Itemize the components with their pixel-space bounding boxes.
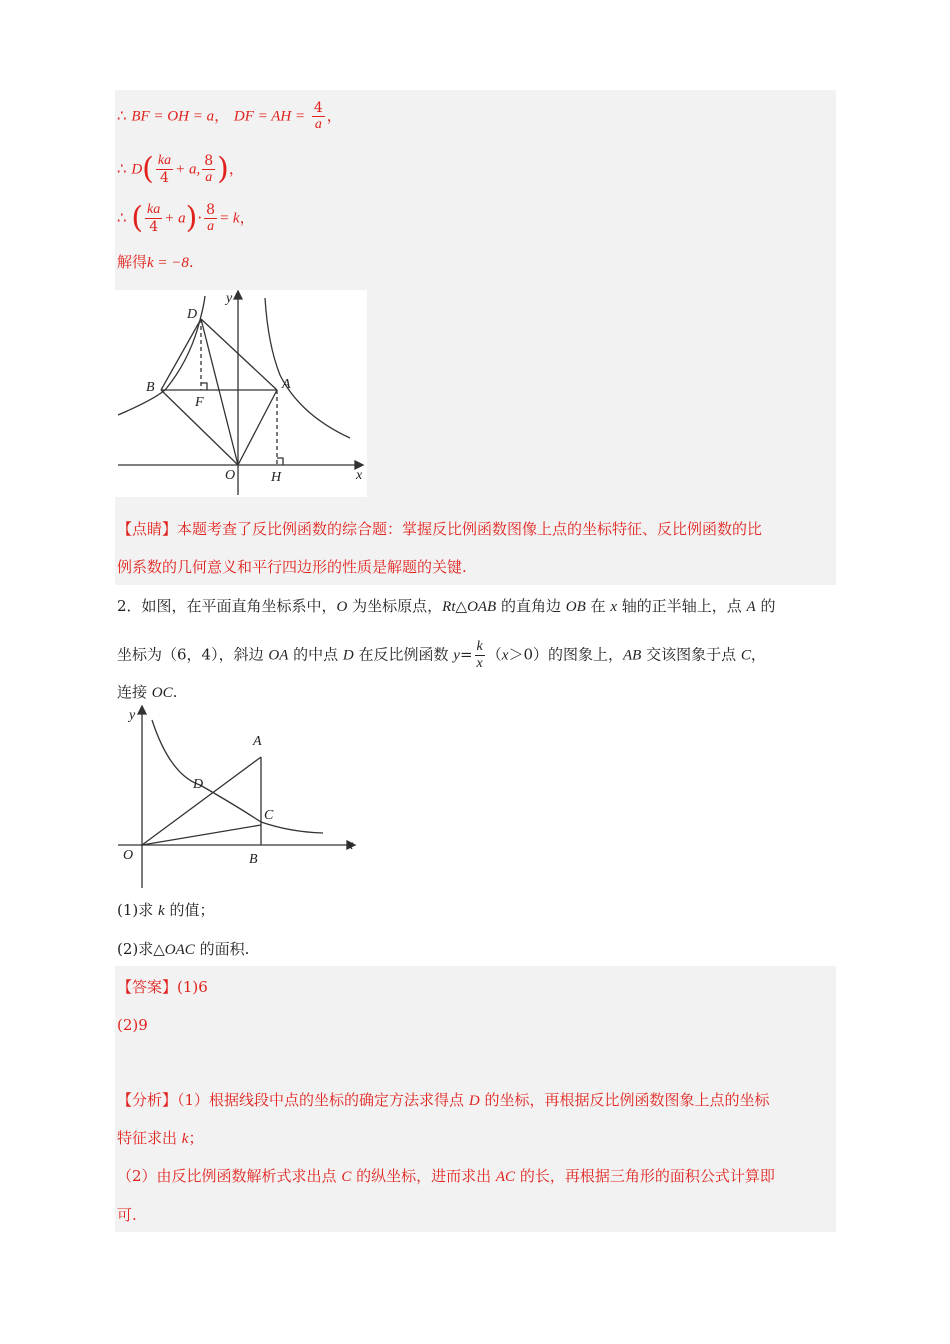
numerator: ka — [157, 153, 172, 168]
var-k: k — [181, 1131, 189, 1147]
y-axis-arrow — [138, 706, 146, 714]
numerator: 8 — [204, 153, 214, 169]
hyperbola — [152, 720, 323, 833]
point-c: C — [740, 647, 751, 664]
comma: ， — [326, 106, 342, 125]
point-a: A — [746, 599, 756, 615]
analysis-line-4 — [117, 1205, 137, 1225]
text: 的长，再根据三角形的面积公式计算即 — [515, 1167, 775, 1185]
problem2-line-3 — [117, 682, 177, 703]
segment-bd — [161, 319, 201, 390]
label-h: H — [271, 470, 282, 485]
text: （ — [486, 645, 502, 664]
text: 连接 — [117, 683, 152, 701]
var-x: x — [610, 599, 617, 615]
text: . — [172, 683, 178, 701]
text: ＞0）的图象上， — [508, 645, 623, 664]
analysis-line-3 — [117, 1166, 775, 1187]
text: 的坐标，再根据反比例函数图象上点的坐标 — [479, 1091, 770, 1109]
segment-ac: AC — [495, 1169, 516, 1185]
answer-2: (2)9 — [117, 1016, 148, 1034]
segment-oa — [142, 757, 261, 845]
segment-ao — [238, 390, 277, 465]
segment-do — [201, 319, 238, 465]
separator: ， — [214, 106, 230, 125]
denominator: a — [207, 219, 215, 234]
solution-line-4 — [117, 252, 194, 273]
label-a: A — [282, 377, 291, 392]
denominator: a — [314, 117, 322, 132]
equation-df: DF = AH = — [233, 108, 306, 125]
comma: ， — [239, 208, 255, 227]
comment-text-1: 本题考查了反比例函数的综合题：掌握反比例函数图像上点的坐标特征、反比例函数的比 — [177, 520, 763, 538]
point-c: C — [341, 1169, 352, 1185]
denominator: 4 — [160, 170, 169, 186]
label-a: A — [253, 734, 262, 749]
text: 轴的正半轴上，点 — [617, 597, 747, 615]
text: (2)求 — [117, 940, 154, 958]
text: ， — [750, 645, 766, 664]
left-paren: ( — [142, 151, 154, 187]
comment-line-2 — [117, 557, 467, 577]
label-y: y — [226, 291, 233, 306]
text: 在反比例函数 — [353, 645, 454, 664]
figure-2 — [115, 705, 360, 890]
question-2 — [117, 939, 249, 960]
solution-line-2 — [117, 153, 244, 186]
segment-ob: OB — [565, 599, 586, 615]
right-paren: ) — [185, 200, 198, 236]
text: 坐标为（6，4），斜边 — [117, 645, 269, 664]
segment-ab: AB — [623, 647, 642, 664]
analysis-line-1 — [117, 1090, 769, 1111]
equals-k: = k — [219, 210, 240, 227]
text: (1)求 — [117, 901, 159, 919]
point-o: O — [336, 599, 348, 615]
equation-bf: BF = OH = a — [131, 108, 215, 125]
label-b: B — [249, 852, 258, 867]
answer-tag: 【答案】 — [117, 978, 178, 996]
fraction-8-over-a — [202, 153, 215, 186]
comment-tag: 【点睛】 — [117, 520, 178, 538]
label-y: y — [129, 708, 136, 723]
answer-1: (1)6 — [177, 978, 208, 996]
point-d: D — [131, 161, 143, 178]
label-f: F — [195, 395, 204, 410]
fraction-k-over-x — [475, 639, 485, 672]
segment-oc — [142, 825, 261, 845]
figure-1 — [115, 290, 367, 497]
dot-operator: · — [197, 208, 203, 227]
right-paren: ) — [217, 151, 229, 187]
text: 的 — [755, 597, 776, 615]
fraction-4-over-a — [312, 100, 325, 133]
var-k: k — [158, 903, 165, 919]
text: 在 — [585, 597, 611, 615]
numerator: 4 — [313, 100, 323, 116]
figure-2-svg — [115, 705, 360, 890]
solution-line-1 — [117, 100, 342, 133]
analysis-line-2 — [117, 1128, 203, 1149]
text: 的纵坐标，进而求出 — [351, 1167, 496, 1185]
triangle-oab: OAB — [467, 599, 497, 615]
text: 的值； — [164, 901, 215, 919]
result-k: k = −8 — [147, 255, 189, 271]
therefore-symbol: ∴ — [117, 106, 127, 125]
label-b: B — [146, 380, 155, 395]
problem2-line-2 — [117, 639, 766, 672]
curve-right — [265, 298, 350, 438]
label-x: x — [356, 468, 363, 483]
period: . — [188, 253, 194, 271]
segment-oa: OA — [268, 647, 289, 664]
label-c: C — [264, 808, 274, 823]
therefore-symbol: ∴ — [117, 208, 127, 227]
text: 交该图象于点 — [641, 645, 741, 664]
numerator: 8 — [206, 202, 216, 218]
answer-line-1 — [117, 977, 208, 997]
numerator: k — [476, 639, 483, 654]
text: 可. — [117, 1206, 137, 1224]
var-x: x — [501, 647, 509, 664]
segment-oc: OC — [151, 685, 173, 701]
text: 2．如图，在平面直角坐标系中， — [117, 597, 337, 615]
analysis-tag: 【分析】 — [117, 1091, 178, 1109]
denominator: a — [205, 170, 213, 185]
right-angle-h — [277, 458, 283, 465]
var-y: y — [453, 647, 460, 664]
plus-a: + a — [164, 210, 186, 227]
text: 的中点 — [288, 645, 343, 664]
comment-line-1 — [117, 519, 762, 539]
rt: Rt — [442, 599, 456, 615]
problem2-line-1 — [117, 596, 776, 617]
solve-text: 解得 — [117, 253, 148, 271]
fraction-ka-over-4 — [145, 202, 162, 235]
label-o: O — [123, 848, 134, 863]
text: （2）由反比例函数解析式求出点 — [117, 1167, 342, 1185]
triangle-oac: OAC — [164, 942, 195, 958]
equals: = — [459, 645, 473, 664]
y-axis-arrow — [234, 291, 242, 299]
therefore-symbol: ∴ — [117, 159, 127, 178]
label-o: O — [225, 468, 236, 483]
numerator: ka — [147, 202, 161, 217]
text: 特征求出 — [117, 1129, 182, 1147]
label-d: D — [187, 307, 198, 322]
text: 为坐标原点， — [347, 597, 443, 615]
point-d: D — [342, 647, 354, 664]
fraction-8-over-a — [204, 202, 217, 235]
left-paren: ( — [131, 200, 144, 236]
right-angle-f — [201, 383, 207, 390]
plus-a: + a, — [175, 161, 201, 178]
comma: ， — [228, 159, 244, 178]
fraction-ka-over-4 — [156, 153, 173, 186]
label-x: x — [347, 838, 354, 853]
solution-line-3 — [117, 202, 255, 235]
text: 的面积. — [194, 940, 250, 958]
text: ； — [188, 1129, 204, 1147]
question-1 — [117, 900, 214, 921]
comment-text-2: 例系数的几何意义和平行四边形的性质是解题的关键. — [117, 558, 467, 576]
text: （1）根据线段中点的坐标的确定方法求得点 — [177, 1091, 469, 1109]
denominator: 4 — [149, 219, 159, 235]
denominator: x — [476, 656, 483, 671]
segment-da — [201, 319, 277, 390]
triangle-symbol: △ — [455, 597, 468, 615]
text: 的直角边 — [496, 597, 566, 615]
answer-line-2 — [117, 1015, 148, 1035]
label-d: D — [193, 777, 204, 792]
triangle-symbol: △ — [153, 940, 165, 958]
figure-1-svg — [115, 290, 367, 497]
point-d: D — [468, 1093, 480, 1109]
